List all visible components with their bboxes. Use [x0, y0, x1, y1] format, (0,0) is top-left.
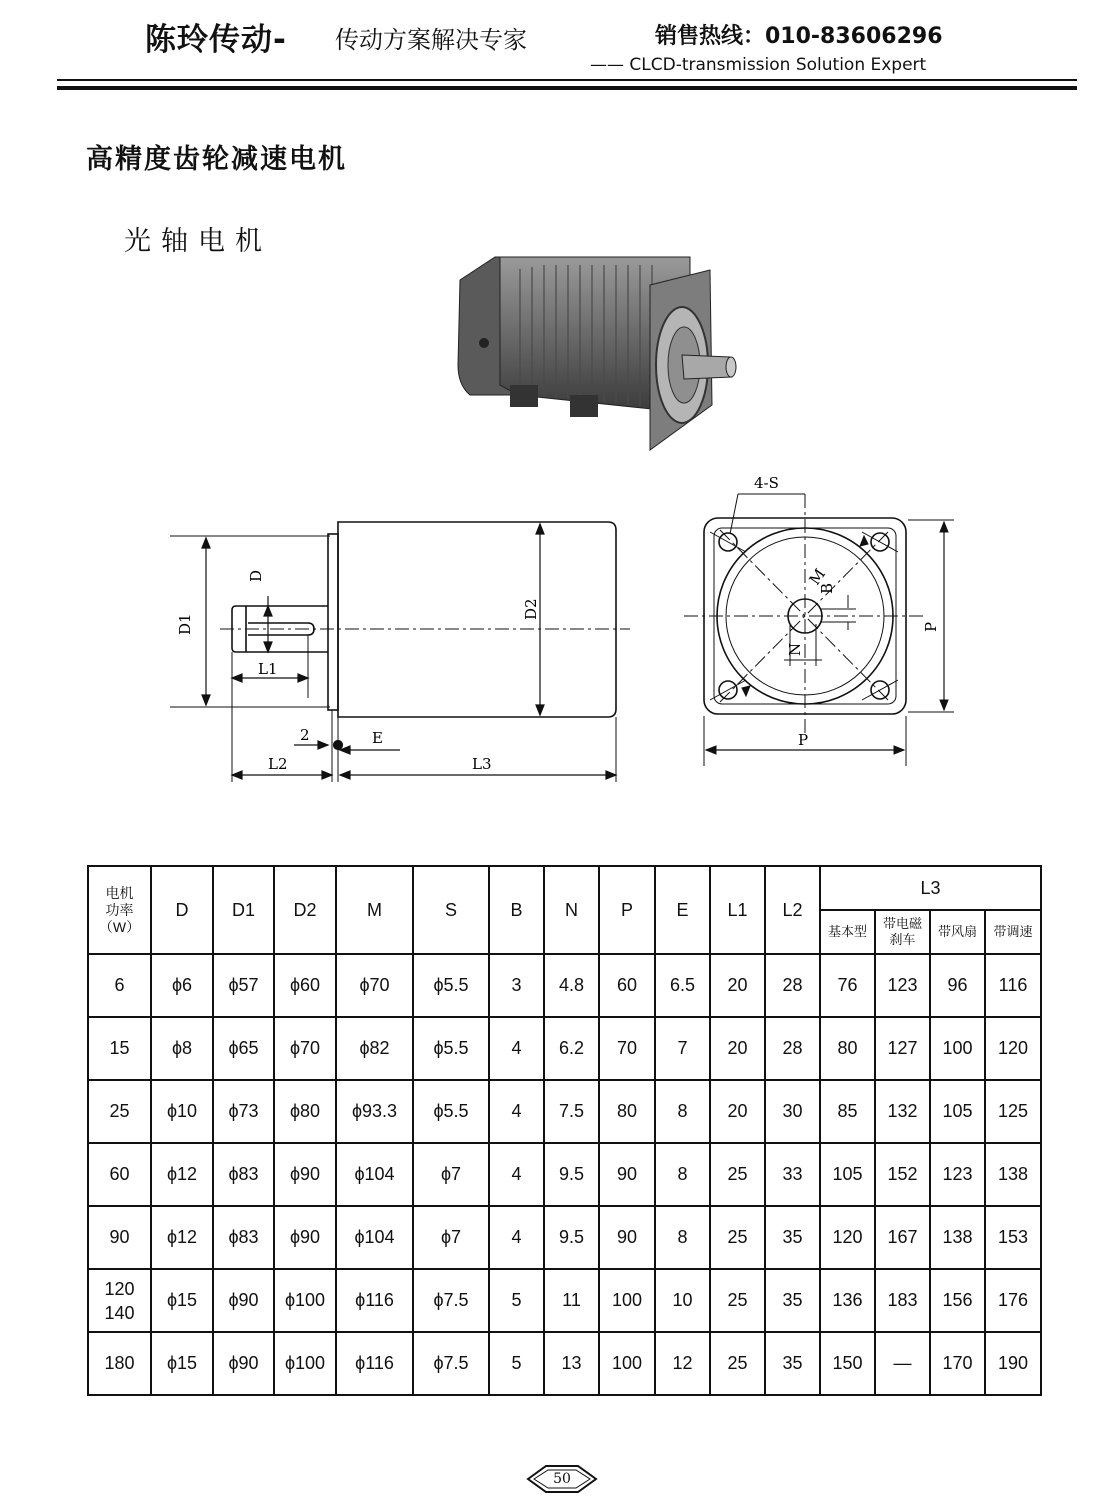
- table-cell: 183: [875, 1269, 930, 1332]
- table-cell: 10: [655, 1269, 710, 1332]
- table-cell: —: [875, 1332, 930, 1395]
- table-cell: 6.2: [544, 1017, 599, 1080]
- label-b: B: [818, 582, 836, 594]
- table-cell: ϕ7.5: [413, 1332, 489, 1395]
- table-cell: 105: [820, 1143, 875, 1206]
- header-e: E: [655, 866, 710, 954]
- table-cell: 100: [599, 1332, 655, 1395]
- table-cell: ϕ8: [151, 1017, 213, 1080]
- table-cell: 20: [710, 954, 765, 1017]
- table-cell: ϕ93.3: [336, 1080, 413, 1143]
- table-cell: 35: [765, 1206, 820, 1269]
- header-d1: D1: [213, 866, 274, 954]
- table-cell: ϕ104: [336, 1143, 413, 1206]
- table-cell: 5: [489, 1269, 544, 1332]
- table-row: [88, 1143, 1041, 1206]
- table-cell: ϕ60: [274, 954, 336, 1017]
- table-cell: 85: [820, 1080, 875, 1143]
- label-d1: D1: [176, 613, 194, 635]
- header-d2: D2: [274, 866, 336, 954]
- table-cell: 30: [765, 1080, 820, 1143]
- table-cell: 138: [985, 1143, 1041, 1206]
- brand-name: 陈玲传动-: [145, 22, 287, 58]
- english-subtitle: —— CLCD-transmission Solution Expert: [590, 55, 927, 75]
- table-cell: ϕ90: [274, 1143, 336, 1206]
- table-cell: 6.5: [655, 954, 710, 1017]
- table-cell: 170: [930, 1332, 985, 1395]
- spec-table: [87, 865, 1042, 1396]
- table-cell: ϕ12: [151, 1206, 213, 1269]
- sales-hotline: 销售热线：010-83606296: [655, 24, 943, 49]
- table-cell: 70: [599, 1017, 655, 1080]
- label-d2: D2: [522, 598, 540, 620]
- table-cell: 100: [930, 1017, 985, 1080]
- table-cell: 25: [710, 1143, 765, 1206]
- table-cell: ϕ83: [213, 1206, 274, 1269]
- table-cell: 80: [820, 1017, 875, 1080]
- header-power: 电机 功率 （W）: [88, 866, 151, 954]
- table-cell: 167: [875, 1206, 930, 1269]
- table-cell: ϕ5.5: [413, 1080, 489, 1143]
- section-subtitle: 光轴电机: [124, 226, 272, 257]
- table-cell: 11: [544, 1269, 599, 1332]
- table-cell: 8: [655, 1206, 710, 1269]
- table-row: [88, 1332, 1041, 1395]
- table-cell: 9.5: [544, 1143, 599, 1206]
- table-cell: 7.5: [544, 1080, 599, 1143]
- table-cell: 150: [820, 1332, 875, 1395]
- table-cell: 8: [655, 1143, 710, 1206]
- table-cell: 33: [765, 1143, 820, 1206]
- table-cell: 105: [930, 1080, 985, 1143]
- cell-power: 120 140: [88, 1269, 151, 1332]
- table-cell: ϕ15: [151, 1269, 213, 1332]
- table-cell: ϕ100: [274, 1332, 336, 1395]
- label-l1: L1: [258, 660, 278, 678]
- table-cell: 3: [489, 954, 544, 1017]
- table-cell: ϕ90: [274, 1206, 336, 1269]
- page-number-badge: [522, 1462, 602, 1496]
- table-cell: 60: [599, 954, 655, 1017]
- label-p-bottom: P: [798, 731, 809, 749]
- table-cell: 9.5: [544, 1206, 599, 1269]
- table-cell: ϕ6: [151, 954, 213, 1017]
- label-m: M: [805, 565, 830, 589]
- header-l3-fan: 带风扇: [930, 910, 985, 954]
- table-cell: 123: [930, 1143, 985, 1206]
- table-cell: 120: [820, 1206, 875, 1269]
- header-rule-thin: [57, 79, 1077, 81]
- table-cell: 100: [599, 1269, 655, 1332]
- table-cell: 123: [875, 954, 930, 1017]
- table-cell: 153: [985, 1206, 1041, 1269]
- header-l2: L2: [765, 866, 820, 954]
- table-cell: 156: [930, 1269, 985, 1332]
- label-n: N: [786, 642, 804, 656]
- table-cell: 132: [875, 1080, 930, 1143]
- front-view-drawing: [680, 470, 970, 770]
- table-cell: ϕ116: [336, 1332, 413, 1395]
- header-p: P: [599, 866, 655, 954]
- label-l2: L2: [268, 755, 288, 773]
- table-cell: 76: [820, 954, 875, 1017]
- table-cell: 28: [765, 1017, 820, 1080]
- table-cell: ϕ100: [274, 1269, 336, 1332]
- table-cell: ϕ90: [213, 1332, 274, 1395]
- header-b: B: [489, 866, 544, 954]
- brand-slogan: 传动方案解决专家: [335, 26, 527, 54]
- header-s: S: [413, 866, 489, 954]
- cell-power: 60: [88, 1143, 151, 1206]
- cell-power: 15: [88, 1017, 151, 1080]
- motor-photo: [440, 245, 740, 455]
- label-d: D: [247, 569, 265, 582]
- table-cell: ϕ83: [213, 1143, 274, 1206]
- label-4s: 4-S: [754, 474, 779, 492]
- table-cell: 96: [930, 954, 985, 1017]
- table-cell: 35: [765, 1269, 820, 1332]
- table-cell: 35: [765, 1332, 820, 1395]
- header-d: D: [151, 866, 213, 954]
- page-number: 50: [553, 1471, 571, 1487]
- table-cell: ϕ116: [336, 1269, 413, 1332]
- table-cell: ϕ7: [413, 1206, 489, 1269]
- table-cell: ϕ104: [336, 1206, 413, 1269]
- table-cell: 28: [765, 954, 820, 1017]
- table-cell: ϕ82: [336, 1017, 413, 1080]
- header-l3-speed: 带调速: [985, 910, 1041, 954]
- table-cell: ϕ70: [274, 1017, 336, 1080]
- table-row: [88, 1080, 1041, 1143]
- cell-power: 6: [88, 954, 151, 1017]
- table-cell: ϕ5.5: [413, 954, 489, 1017]
- header-l3-basic: 基本型: [820, 910, 875, 954]
- page-title: 高精度齿轮减速电机: [86, 144, 347, 175]
- table-cell: 7: [655, 1017, 710, 1080]
- table-cell: 176: [985, 1269, 1041, 1332]
- table-cell: 12: [655, 1332, 710, 1395]
- table-cell: 190: [985, 1332, 1041, 1395]
- table-cell: 4: [489, 1143, 544, 1206]
- table-row: [88, 1269, 1041, 1332]
- table-cell: 20: [710, 1080, 765, 1143]
- table-row: [88, 1017, 1041, 1080]
- table-cell: 5: [489, 1332, 544, 1395]
- table-cell: ϕ12: [151, 1143, 213, 1206]
- table-cell: 138: [930, 1206, 985, 1269]
- table-cell: 25: [710, 1332, 765, 1395]
- table-cell: 152: [875, 1143, 930, 1206]
- table-cell: 136: [820, 1269, 875, 1332]
- table-cell: ϕ90: [213, 1269, 274, 1332]
- table-cell: 125: [985, 1080, 1041, 1143]
- table-cell: 116: [985, 954, 1041, 1017]
- table-cell: ϕ65: [213, 1017, 274, 1080]
- header-l3: L3: [820, 866, 1041, 910]
- table-cell: ϕ5.5: [413, 1017, 489, 1080]
- table-cell: ϕ7: [413, 1143, 489, 1206]
- table-cell: ϕ10: [151, 1080, 213, 1143]
- table-cell: 4: [489, 1017, 544, 1080]
- table-cell: 25: [710, 1206, 765, 1269]
- label-gap: 2: [300, 726, 310, 744]
- table-row: [88, 1206, 1041, 1269]
- side-view-drawing: [160, 510, 650, 800]
- table-cell: 90: [599, 1143, 655, 1206]
- table-row: [88, 954, 1041, 1017]
- cell-power: 90: [88, 1206, 151, 1269]
- table-cell: ϕ80: [274, 1080, 336, 1143]
- table-cell: 4.8: [544, 954, 599, 1017]
- header-l1: L1: [710, 866, 765, 954]
- table-cell: ϕ73: [213, 1080, 274, 1143]
- table-cell: ϕ15: [151, 1332, 213, 1395]
- cell-power: 25: [88, 1080, 151, 1143]
- table-cell: 80: [599, 1080, 655, 1143]
- table-cell: 120: [985, 1017, 1041, 1080]
- label-l3: L3: [472, 755, 492, 773]
- table-cell: 25: [710, 1269, 765, 1332]
- header-n: N: [544, 866, 599, 954]
- table-cell: 90: [599, 1206, 655, 1269]
- table-cell: ϕ7.5: [413, 1269, 489, 1332]
- table-cell: 4: [489, 1206, 544, 1269]
- table-cell: 127: [875, 1017, 930, 1080]
- label-e: E: [372, 729, 383, 747]
- header-m: M: [336, 866, 413, 954]
- table-cell: 4: [489, 1080, 544, 1143]
- table-cell: 8: [655, 1080, 710, 1143]
- table-cell: 13: [544, 1332, 599, 1395]
- cell-power: 180: [88, 1332, 151, 1395]
- table-cell: ϕ57: [213, 954, 274, 1017]
- header-rule-thick: [57, 86, 1077, 90]
- label-p-side: P: [922, 621, 940, 632]
- table-cell: 20: [710, 1017, 765, 1080]
- header-l3-brake: 带电磁 刹车: [875, 910, 930, 954]
- table-cell: ϕ70: [336, 954, 413, 1017]
